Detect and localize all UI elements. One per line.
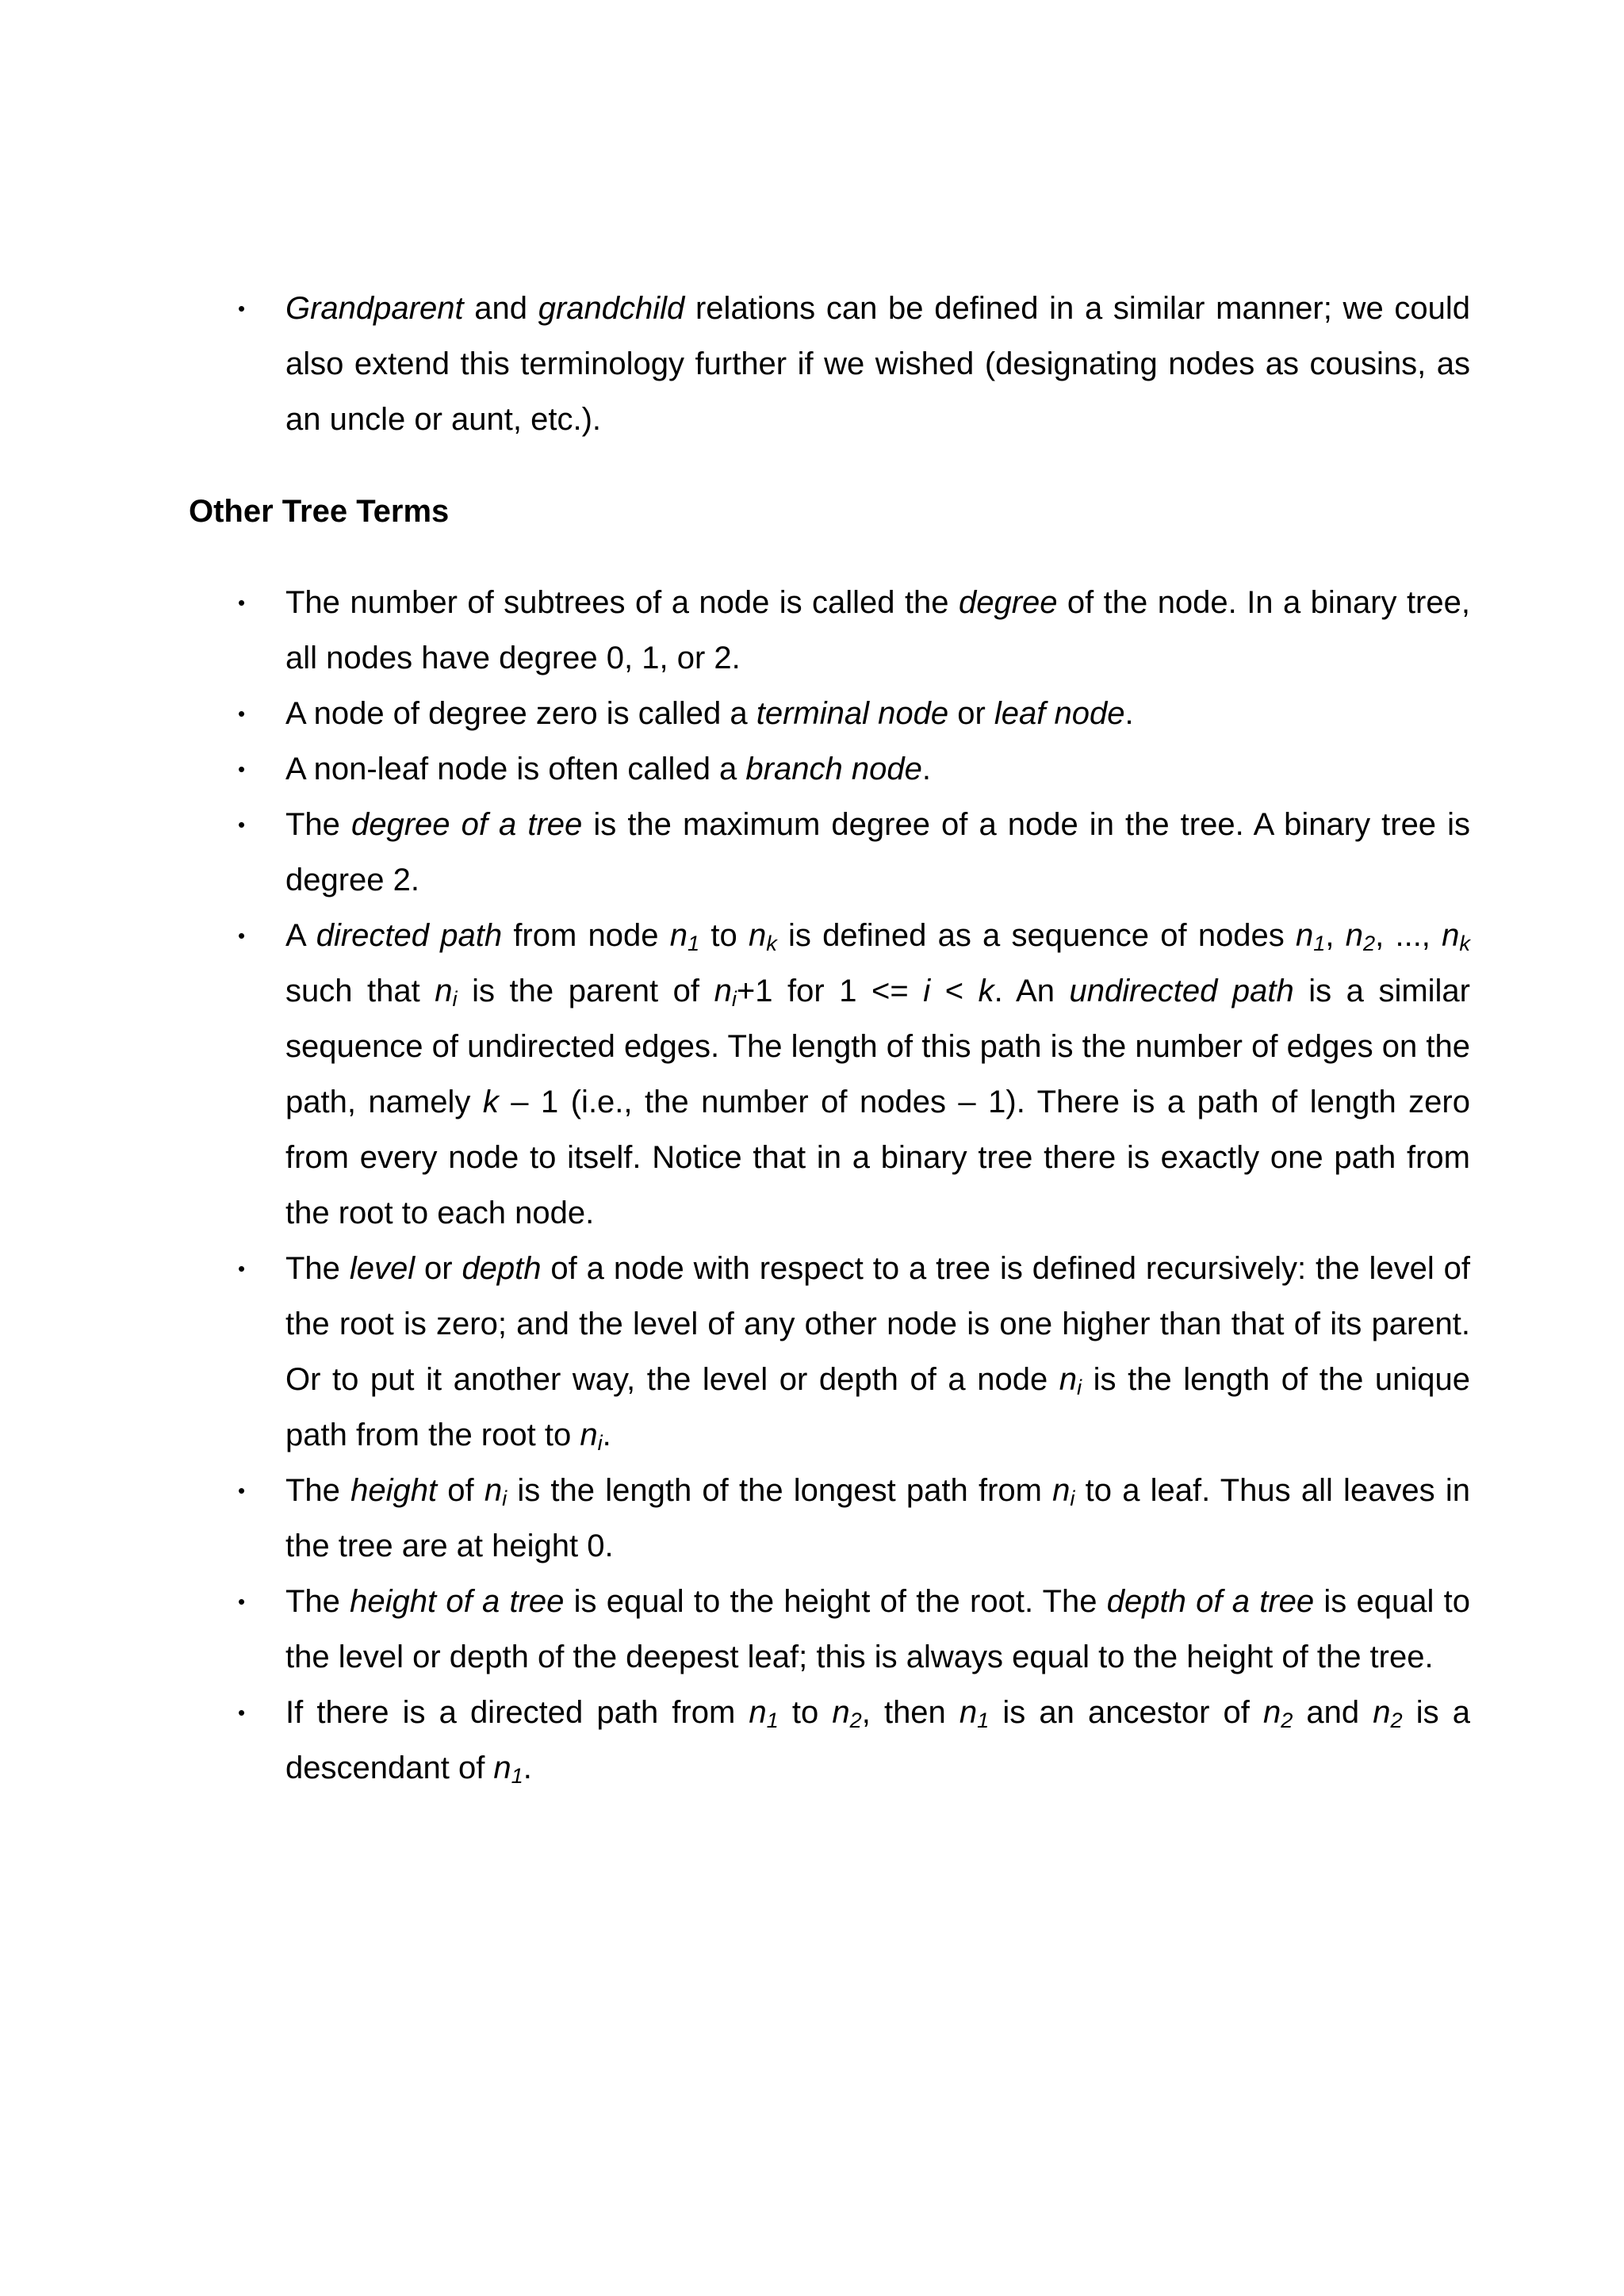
- emphasized-term: n: [435, 974, 453, 1008]
- emphasized-term: n: [1059, 1362, 1078, 1397]
- bullet-icon: •: [238, 591, 246, 614]
- body-text: – 1 (i.e., the number of nodes – 1). There is a path of length zero from every node to itself. Notice that in a binary tree there is exactly one path from the root to each node.: [285, 1085, 1470, 1230]
- emphasized-term: Grandparent: [285, 291, 464, 326]
- body-text: A node of degree zero is called a: [285, 696, 756, 731]
- emphasized-term: n: [748, 918, 767, 953]
- emphasized-term: undirected path: [1069, 974, 1294, 1008]
- emphasized-term: n: [1296, 918, 1314, 953]
- body-text: is the length of the unique path from the root to: [285, 1362, 1470, 1452]
- subscript-text: i: [452, 985, 458, 1011]
- body-text: is equal to the height of the root. The: [564, 1584, 1107, 1619]
- list-item: [238, 1685, 1470, 1796]
- bullet-icon: •: [238, 1257, 246, 1280]
- body-text: The: [285, 807, 351, 842]
- subscript-text: 1: [977, 1707, 990, 1732]
- body-text: is the length of the longest path from: [507, 1473, 1053, 1508]
- list-item: [238, 281, 1470, 447]
- body-text: is a descendant of: [285, 1695, 1470, 1785]
- body-text: is the parent of: [457, 974, 714, 1008]
- emphasized-term: grandchild: [538, 291, 685, 326]
- body-text: and: [463, 291, 538, 326]
- subscript-text: 1: [511, 1762, 523, 1788]
- bullet-icon: •: [238, 813, 246, 836]
- bullet-icon: •: [238, 757, 246, 781]
- emphasized-term: n: [749, 1695, 767, 1730]
- body-text: .: [602, 1418, 611, 1452]
- emphasized-term: height: [350, 1473, 438, 1508]
- body-text: such that: [285, 974, 435, 1008]
- subscript-text: 2: [1363, 930, 1376, 955]
- list-item: [238, 1463, 1471, 1574]
- emphasized-term: level: [349, 1251, 416, 1286]
- body-text: . An: [994, 974, 1070, 1008]
- body-text: to: [778, 1695, 833, 1730]
- emphasized-term: depth of a tree: [1106, 1584, 1315, 1619]
- body-text: or: [415, 1251, 462, 1286]
- list-item: [238, 908, 1470, 1241]
- emphasized-term: k: [482, 1085, 499, 1119]
- section-heading: Other Tree Terms: [189, 494, 450, 529]
- body-text: is a similar sequence of undirected edges. The length of this path is the number of edges on the path, namely: [285, 974, 1470, 1119]
- bullet-icon: •: [238, 1479, 246, 1502]
- bullet-icon: •: [238, 924, 246, 947]
- bullet-icon: •: [238, 1590, 246, 1613]
- subscript-text: 1: [766, 1707, 779, 1732]
- list-item: [238, 1241, 1471, 1463]
- emphasized-term: depth: [462, 1251, 542, 1286]
- emphasized-term: n: [484, 1473, 503, 1508]
- bullet-icon: •: [238, 297, 246, 320]
- emphasized-term: n: [959, 1695, 978, 1730]
- emphasized-term: branch node: [745, 752, 922, 786]
- emphasized-term: n: [669, 918, 688, 953]
- body-text: is an ancestor of: [989, 1695, 1263, 1730]
- body-text: to: [699, 918, 749, 953]
- body-text: of the node. In a binary tree, all nodes have degree 0, 1, or 2.: [285, 585, 1470, 675]
- body-text: .: [921, 752, 931, 786]
- emphasized-term: n: [1052, 1473, 1071, 1508]
- body-text: or: [948, 696, 994, 731]
- body-text: of: [437, 1473, 485, 1508]
- subscript-text: i: [502, 1485, 508, 1510]
- emphasized-term: degree of a tree: [351, 807, 583, 842]
- list-item: [238, 686, 1470, 741]
- emphasized-term: n: [493, 1751, 511, 1785]
- subscript-text: i: [1077, 1374, 1082, 1399]
- body-text: The: [285, 1584, 350, 1619]
- body-text: is equal to the level or depth of the deepest leaf; this is always equal to the height of the tree.: [285, 1584, 1471, 1674]
- subscript-text: k: [766, 930, 777, 955]
- list-item: [238, 575, 1470, 686]
- list-item: [238, 1574, 1471, 1685]
- intro-bullet-list: [238, 281, 1470, 447]
- emphasized-term: n: [832, 1695, 850, 1730]
- emphasized-term: n: [714, 974, 732, 1008]
- body-text: relations can be defined in a similar manner; we could also extend this terminology further if we wished (designating nodes as cousins, as an uncle or aunt, etc.).: [285, 291, 1470, 437]
- emphasized-term: k: [978, 974, 994, 1008]
- body-text: to a leaf. Thus all leaves in the tree are at height 0.: [285, 1473, 1471, 1563]
- emphasized-term: degree: [958, 585, 1058, 620]
- emphasized-term: n: [1345, 918, 1363, 953]
- body-text: .: [1124, 696, 1134, 731]
- subscript-text: 2: [849, 1707, 862, 1732]
- emphasized-term: n: [1262, 1695, 1281, 1730]
- list-item: [238, 797, 1471, 908]
- emphasized-term: terminal node: [756, 696, 949, 731]
- subscript-text: k: [1459, 930, 1470, 955]
- emphasized-term: n: [580, 1418, 598, 1452]
- emphasized-term: directed path: [316, 918, 503, 953]
- list-item: [238, 741, 1470, 797]
- body-text: is defined as a sequence of nodes: [776, 918, 1297, 953]
- emphasized-term: n: [1442, 918, 1460, 953]
- subscript-text: 2: [1281, 1707, 1293, 1732]
- body-text: , ...,: [1375, 918, 1442, 953]
- body-text: The: [285, 1251, 350, 1286]
- subscript-text: 1: [688, 930, 700, 955]
- body-text: <: [930, 974, 979, 1008]
- subscript-text: 1: [1313, 930, 1326, 955]
- emphasized-term: height of a tree: [350, 1584, 565, 1619]
- body-text: A: [285, 918, 316, 953]
- body-text: The number of subtrees of a node is called the: [285, 585, 959, 620]
- subscript-text: i: [731, 985, 737, 1011]
- bullet-icon: •: [238, 1701, 246, 1724]
- emphasized-term: n: [1373, 1695, 1391, 1730]
- body-text: of a node with respect to a tree is defined recursively: the level of the root is zero; and the level of any other node is one higher than that of its parent. Or to put it another way, the level or depth of a node: [285, 1251, 1471, 1397]
- body-text: If there is a directed path from: [285, 1695, 749, 1730]
- body-text: A non-leaf node is often called a: [285, 752, 746, 786]
- body-text: The: [285, 1473, 351, 1508]
- term-bullet-list: [238, 575, 1471, 1796]
- body-text: .: [523, 1751, 532, 1785]
- emphasized-term: leaf node: [994, 696, 1125, 731]
- subscript-text: 2: [1390, 1707, 1403, 1732]
- bullet-icon: •: [238, 702, 246, 725]
- body-text: and: [1293, 1695, 1373, 1730]
- body-text: +1 for 1 <=: [736, 974, 924, 1008]
- emphasized-term: i: [923, 974, 931, 1008]
- subscript-text: i: [597, 1429, 603, 1455]
- body-text: from node: [502, 918, 670, 953]
- body-text: is the maximum degree of a node in the tree. A binary tree is degree 2.: [285, 807, 1471, 897]
- body-text: ,: [1325, 918, 1346, 953]
- subscript-text: i: [1070, 1485, 1075, 1510]
- body-text: , then: [861, 1695, 959, 1730]
